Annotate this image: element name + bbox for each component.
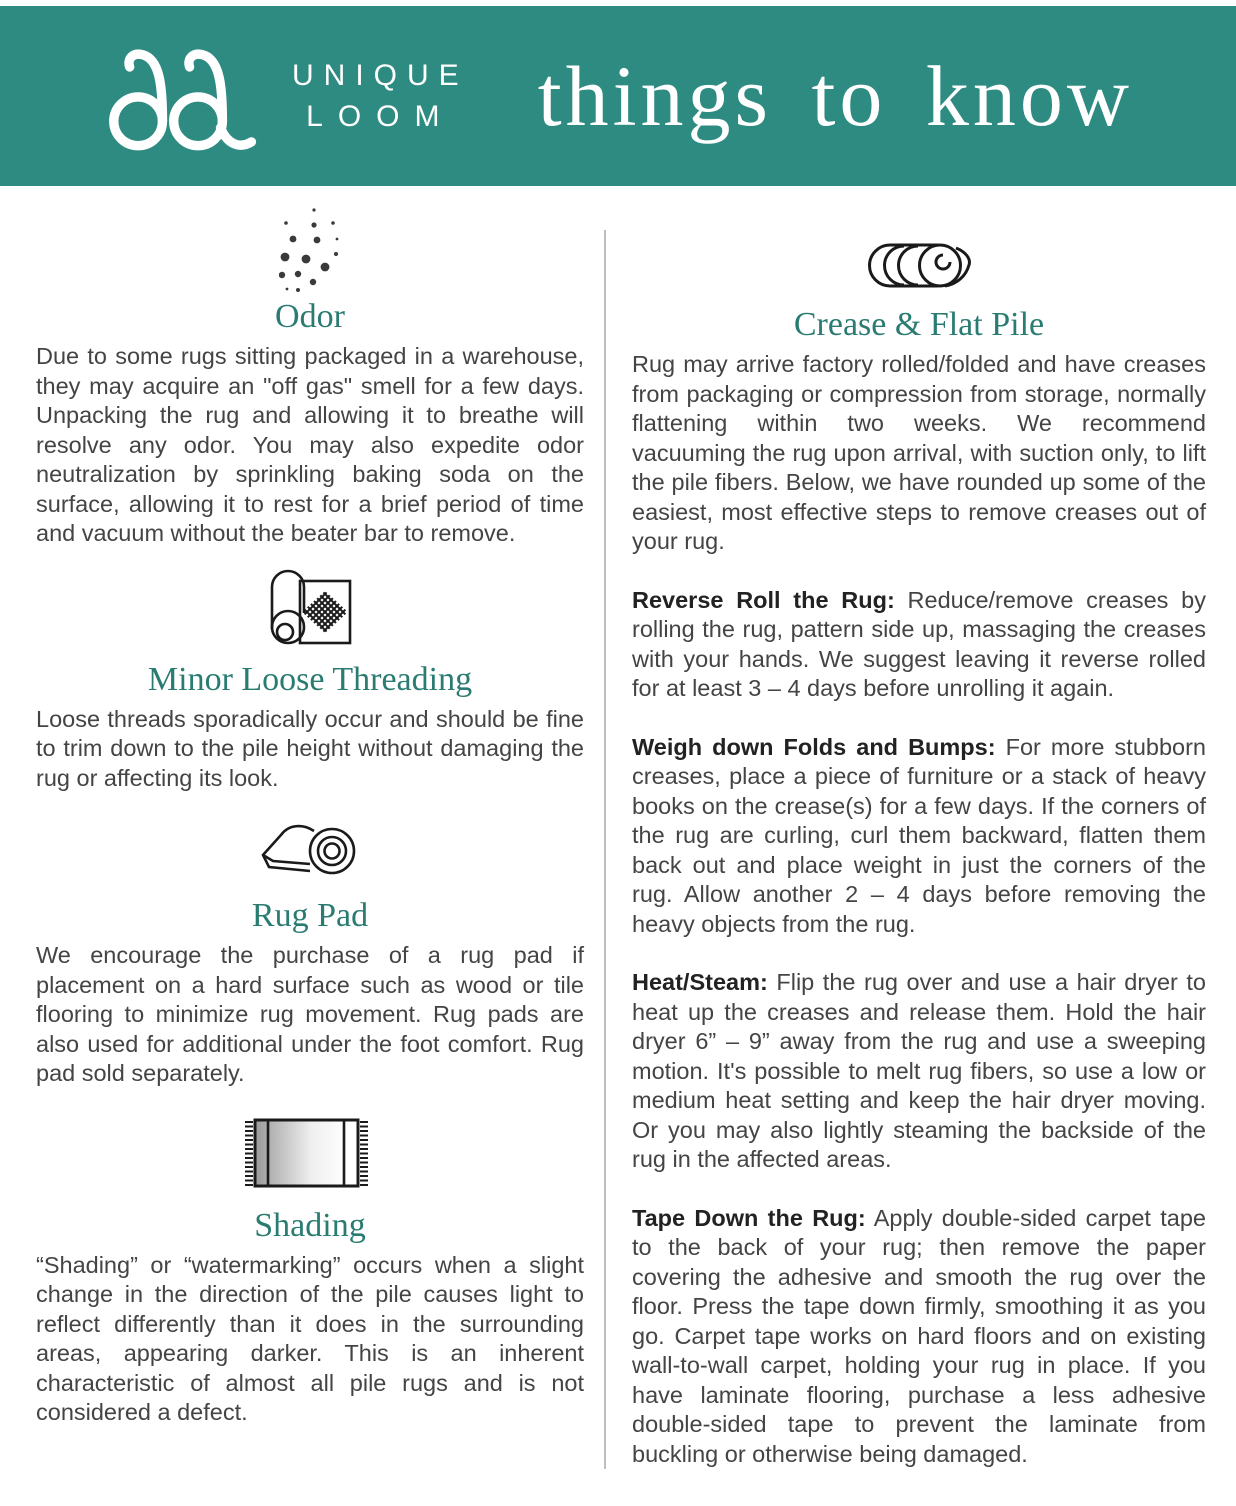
tip-heat-steam bbox=[632, 968, 1206, 1175]
left-column bbox=[0, 186, 604, 1469]
rolled-rug-side-icon bbox=[632, 242, 1206, 290]
tip-tape-down-label: Tape Down the Rug: bbox=[632, 1204, 866, 1231]
tip-weigh-down bbox=[632, 733, 1206, 940]
tip-heat-steam-label: Heat/Steam: bbox=[632, 969, 768, 995]
header-banner bbox=[0, 6, 1236, 186]
brand-line-loom: LOOM bbox=[306, 99, 455, 133]
rolled-rug-mesh-icon bbox=[36, 565, 584, 651]
section-body-rug-pad: We encourage the purchase of a rug pad if placement on a hard surface such as wood or tile flooring to minimize rug movement. Rug pads are also used for additional under the foot comfort. Rug pad sold separately. bbox=[36, 942, 584, 1086]
page-title: things to know bbox=[537, 48, 1133, 144]
section-body-threading: Loose threads sporadically occur and should be fine to trim down to the pile height without damaging the rug or affecting its look. bbox=[36, 705, 584, 791]
brand-logo bbox=[100, 37, 469, 155]
section-heading-rug-pad: Rug Pad bbox=[251, 897, 369, 934]
odor-particles-icon bbox=[36, 206, 584, 294]
rug-pad-roll-icon bbox=[36, 823, 584, 885]
tip-tape-down-text: Apply double-sided carpet tape to the back of your rug; then remove the paper covering the adhesive and smooth the rug over the floor. Press the tape down firmly, smoothing it as you go. Carpet tape works on hard floors and on existing wall-to-wall carpet, holding your rug in place. If you have laminate flooring, purchase a less adhesive double-sided tape to prevent the laminate from buckling or otherwise being damaged. bbox=[632, 1204, 1206, 1467]
section-heading-odor: Odor bbox=[275, 298, 345, 335]
tip-tape-down bbox=[632, 1204, 1206, 1470]
rug-fringe-shading-icon bbox=[36, 1115, 584, 1193]
section-heading-crease: Crease & Flat Pile bbox=[793, 306, 1045, 343]
section-body-odor: Due to some rugs sitting packaged in a warehouse, they may acquire an "off gas" smell for a few days. Unpacking the rug and allowing it to breathe will resolve any odor. You may also expedite odor neutralization by sprinkling baking soda on the surface, allowing it to rest for a brief period of time and vacuum without the beater bar to remove. bbox=[36, 343, 584, 546]
tip-reverse-roll-text: Reduce/remove creases by rolling the rug, pattern side up, massaging the creases with your hands. We suggest leaving it reverse rolled for at least 3 – 4 days before unrolling it again. bbox=[632, 586, 1206, 701]
unique-loom-loops-icon bbox=[100, 37, 268, 155]
section-body-shading: “Shading” or “watermarking” occurs when a slight change in the direction of the pile causes light to reflect differently than it does in the surrounding areas, appearing darker. This is an inherent characteristic of almost all pile rugs and is not considered a defect. bbox=[36, 1251, 584, 1425]
content bbox=[0, 186, 1236, 1469]
tip-reverse-roll-label: Reverse Roll the Rug: bbox=[632, 586, 895, 613]
section-heading-shading: Shading bbox=[254, 1206, 366, 1244]
brand-name bbox=[292, 59, 469, 134]
tip-weigh-down-label: Weigh down Folds and Bumps: bbox=[632, 733, 996, 760]
brand-line-unique: UNIQUE bbox=[292, 58, 469, 92]
section-heading-threading: Minor Loose Threading bbox=[147, 660, 473, 698]
tip-weigh-down-text: For more stubborn creases, place a piece of furniture or a stack of heavy books on the crease(s) for a few days. If the corners of the rug are curling, curl them backward, flatten them back out and place weight in just the corners of the rug. Allow another 2 – 4 days before removing the heavy objects from the rug. bbox=[632, 733, 1206, 937]
tip-heat-steam-text: Flip the rug over and use a hair dryer to heat up the creases and release them. Hold the hair dryer 6” – 9” away from the rug and use a sweeping motion. It's possible to melt rug fibers, so use a low or medium heat setting and keep the hair dryer moving. Or you may also lightly steaming the backside of the rug in the affected areas. bbox=[632, 969, 1206, 1172]
section-body-crease-intro: Rug may arrive factory rolled/folded and have creases from packaging or compression from storage, normally flattening within two weeks. We recommend vacuuming the rug upon arrival, with suction only, to lift the pile fibers. Below, we have rounded up some of the easiest, most effective steps to remove creases out of your rug. bbox=[632, 351, 1206, 554]
tip-reverse-roll bbox=[632, 586, 1206, 704]
right-column bbox=[606, 186, 1236, 1469]
